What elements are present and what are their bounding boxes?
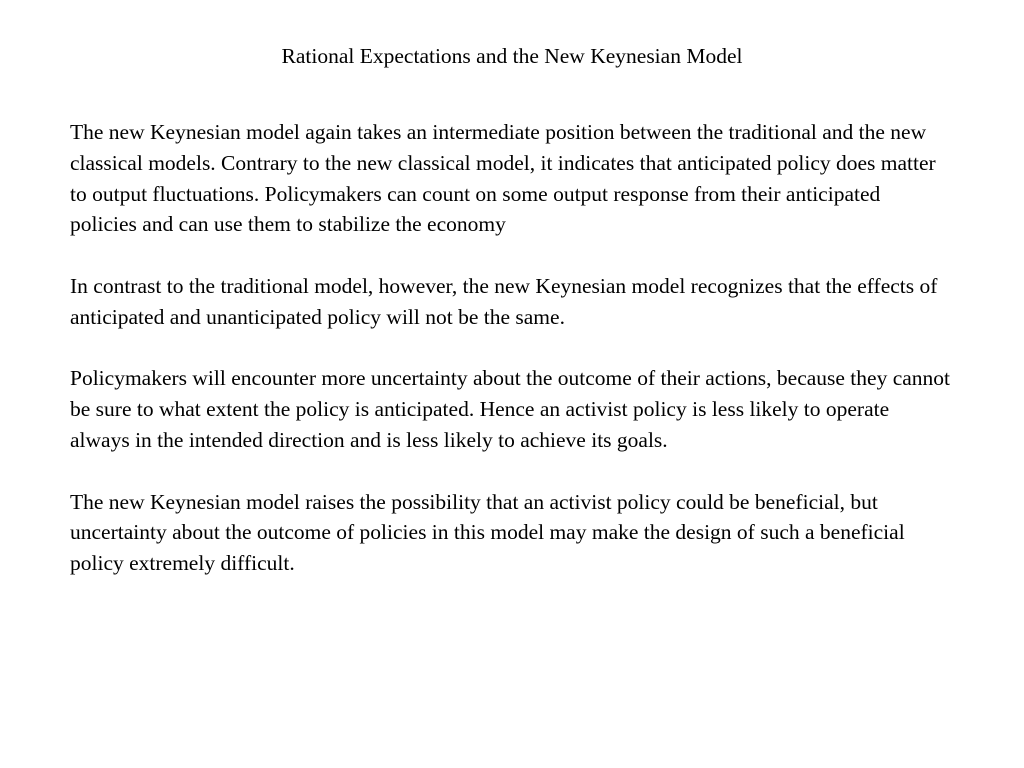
body-paragraph: In contrast to the traditional model, however, the new Keynesian model recognizes that the effects of anticipated and unanticipated policy will not be the same. <box>70 273 938 329</box>
slide-body <box>70 117 950 610</box>
body-paragraph: The new Keynesian model raises the possibility that an activist policy could be beneficial, but uncertainty about the outcome of policies in this model may make the design of such a beneficial policy extremely difficult. <box>70 489 905 576</box>
body-paragraph: The new Keynesian model again takes an intermediate position between the traditional and the new classical models. Contrary to the new classical model, it indicates that anticipated policy does matter to output fluctuations. Policymakers can count on some output response from their anticipated policies and can use them to stabilize the economy <box>70 120 936 237</box>
slide-title: Rational Expectations and the New Keynesian Model <box>281 44 743 68</box>
body-paragraph: Policymakers will encounter more uncertainty about the outcome of their actions, because they cannot be sure to what extent the policy is anticipated. Hence an activist policy is less likely to operate always in the intended direction and is less likely to achieve its goals. <box>70 366 951 452</box>
